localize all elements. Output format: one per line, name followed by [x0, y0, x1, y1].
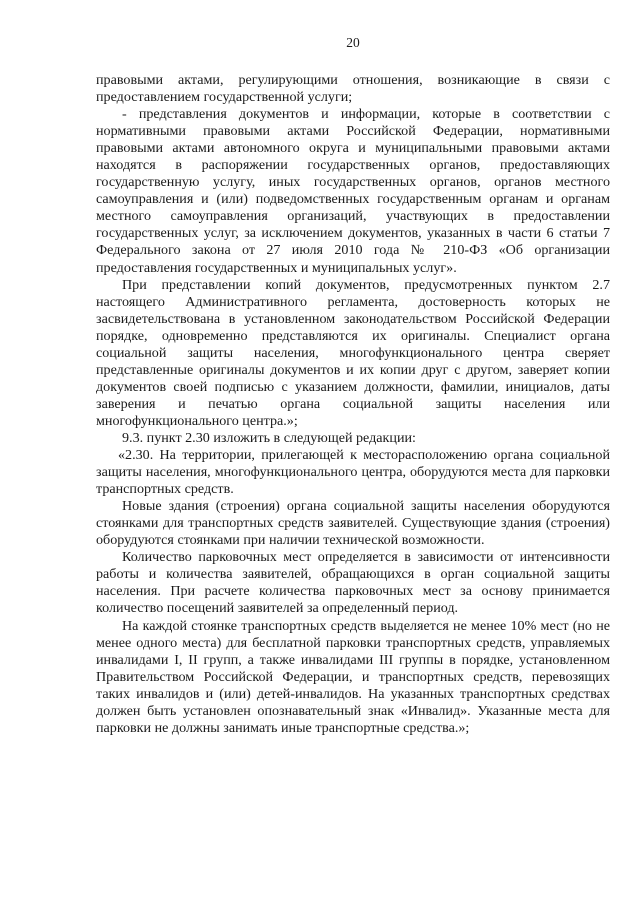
paragraph-legal-acts-continuation: правовыми актами, регулирующими отношения, возникающие в связи с предоставлением государственной услуги; [96, 72, 610, 106]
paragraph-documents-list-item: - представления документов и информации, которые в соответствии с нормативными правовыми актами Российской Федерации, нормативными правовыми актами автономного округа и муниципальными правовыми актами находятся в распоряжении государственных органов, предоставляющих государственную услугу, иных государственных органов, органов местного самоуправления и (или) подведомственных государственным органам и органам местного самоуправления организаций, участвующих в предоставлении государственных услуг, за исключением документов, указанных в части 6 статьи 7 Федерального закона от 27 июля 2010 года № 210-ФЗ «Об организации предоставления государственных и муниципальных услуг». [96, 106, 610, 276]
paragraph-disabled-parking: На каждой стоянке транспортных средств выделяется не менее 10% мест (но не менее одного места) для бесплатной парковки транспортных средств, управляемых инвалидами I, II групп, а также инвалидами III группы в порядке, установленном Правительством Российской Федерации, и транспортных средств, перевозящих таких инвалидов и (или) детей-инвалидов. На указанных транспортных средствах должен быть установлен опознавательный знак «Инвалид». Указанные места для парковки не должны занимать иные транспортные средства.»; [96, 617, 610, 736]
page-number: 20 [346, 35, 360, 50]
paragraph-document-copies: При представлении копий документов, предусмотренных пунктом 2.7 настоящего Административного регламента, достоверность которых не засвидетельствована в установленном законодательством Российской Федерации порядке, одновременно представляются их оригиналы. Специалист органа социальной защиты населения, многофункционального центра сверяет представленные оригиналы документов и их копии друг с другом, заверяет копии документов своей подписью с указанием должности, фамилии, инициалов, даты заверения и печатью органа социальной защиты населения или многофункционального центра.»; [96, 276, 610, 429]
paragraph-new-buildings: Новые здания (строения) органа социальной защиты населения оборудуются стоянками для транспортных средств заявителей. Существующие здания (строения) оборудуются стоянками при наличии технической возможности. [96, 498, 610, 549]
paragraph-parking-count: Количество парковочных мест определяется в зависимости от интенсивности работы и количества заявителей, обращающихся в орган социальной защиты населения. При расчете количества парковочных мест за основу принимается количество посещений заявителей за определенный период. [96, 549, 610, 617]
paragraph-clause-2-30: «2.30. На территории, прилегающей к месторасположению органа социальной защиты населения, многофункционального центра, оборудуются места для парковки транспортных средств. [96, 447, 610, 498]
document-page [96, 34, 610, 737]
paragraph-clause-9-3: 9.3. пункт 2.30 изложить в следующей редакции: [122, 429, 416, 446]
